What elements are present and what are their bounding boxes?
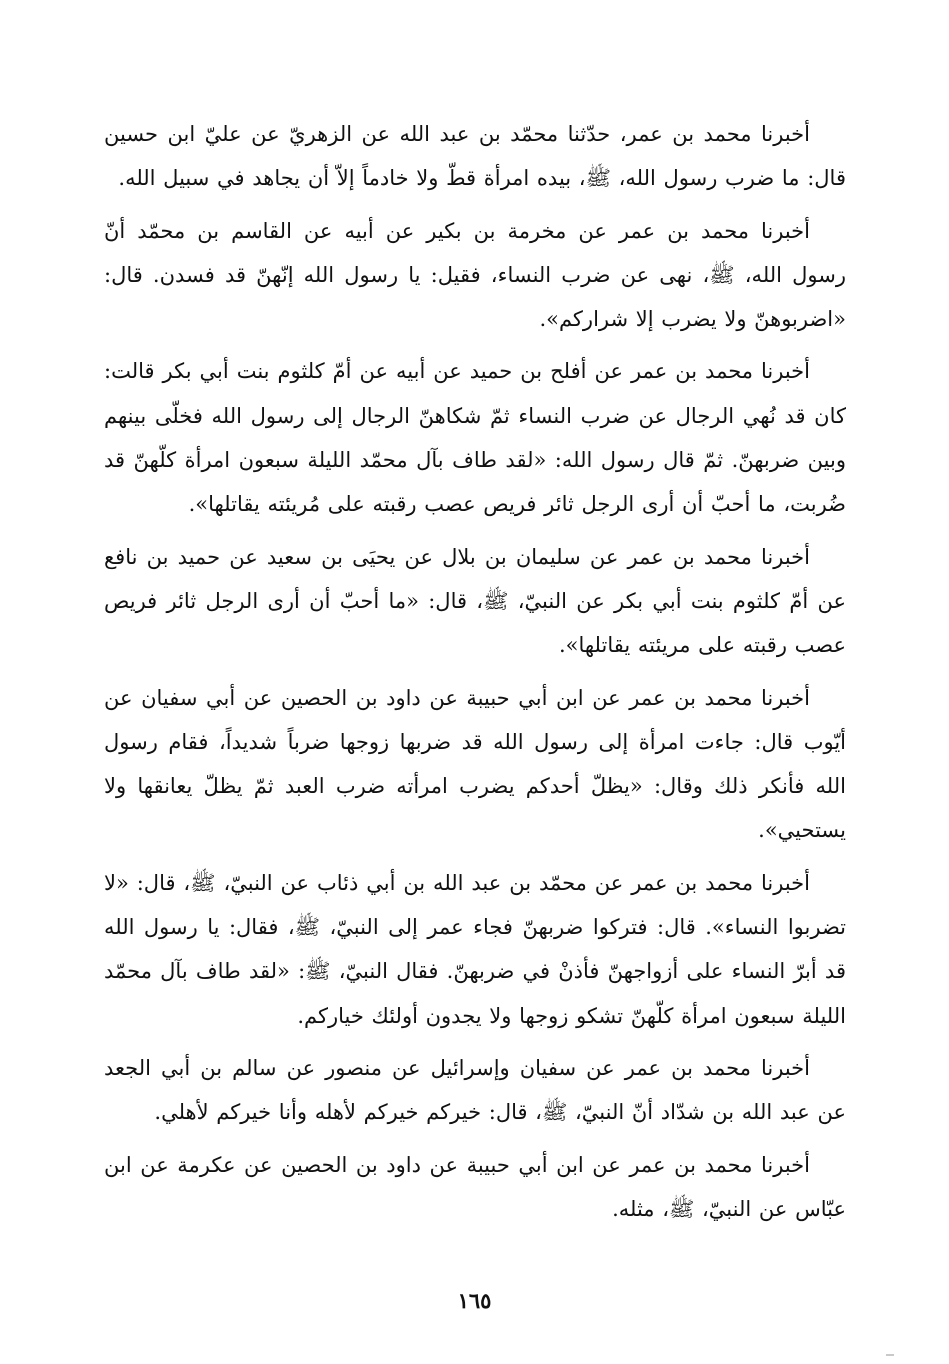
hadith-paragraph-3: أخبرنا محمد بن عمر عن أفلح بن حميد عن أبيه عن أمّ كلثوم بنت أبي بكر قالت: كان قد نُهي الرجال عن ضرب النساء ثمّ شكاهنّ الرجال إلى رسول الله فخلّى بينهم وبين ضربهنّ. ثمّ قال رسول الله: «لقد طاف بآل محمّد الليلة سبعون امرأة كلّهنّ قد ضُربت، ما أحبّ أن أرى الرجل ثائر فريص عصب رقبته على مُريئته يقاتلها». [104,359,846,517]
hadith-paragraph-8: أخبرنا محمد بن عمر عن ابن أبي حبيبة عن داود بن الحصين عن عكرمة عن ابن عبّاس عن النبيّ، ﷺ، مثله. [104,1152,846,1221]
page-number: ١٦٥ [457,1288,492,1313]
hadith-paragraph-2: أخبرنا محمد بن عمر عن مخرمة بن بكير عن أبيه عن القاسم بن محمّد أنّ رسول الله، ﷺ، نهى عن ضرب النساء، فقيل: يا رسول الله إنّهنّ قد فسدن. قال: «اضربوهنّ ولا يضرب إلا شراركم». [104,218,846,332]
hadith-paragraph-6: أخبرنا محمد بن عمر عن محمّد بن عبد الله بن أبي ذئاب عن النبيّ، ﷺ، قال: «لا تضربوا النساء». قال: فتركوا ضربهنّ فجاء عمر إلى النبيّ، ﷺ، فقال: يا رسول الله قد أبرّ النساء على أزواجهنّ فأذنْ في ضربهنّ. فقال النبيّ، ﷺ: «لقد طاف بآل محمّد الليلة سبعون امرأة كلّهنّ تشكو زوجها ولا يجدون أولئك خياركم. [104,870,846,1028]
hadith-paragraph-7: أخبرنا محمد بن عمر عن سفيان وإسرائيل عن منصور عن سالم بن أبي الجعد عن عبد الله بن شدّاد أنّ النبيّ، ﷺ، قال: خيركم خيركم لأهله وأنا خيركم لأهلي. [104,1055,846,1125]
hadith-paragraph-4: أخبرنا محمد بن عمر عن سليمان بن بلال عن يحيَى بن سعيد عن حميد بن نافع عن أمّ كلثوم بنت أبي بكر عن النبيّ، ﷺ، قال: «ما أحبّ أن أرى الرجل ثائر فريص عصب رقبته على مريئته يقاتلها». [104,544,846,658]
hadith-paragraph-5: أخبرنا محمد بن عمر عن ابن أبي حبيبة عن داود بن الحصين عن أبي سفيان عن أيّوب قال: جاءت امرأة إلى رسول الله قد ضربها زوجها ضرباً شديداً، فقام رسول الله فأنكر ذلك وقال: «يظلّ أحدكم يضرب امرأته ضرب العبد ثمّ يظلّ يعانقها ولا يستحيي». [104,685,846,843]
body-text [104,112,846,1239]
hadith-paragraph-1: أخبرنا محمد بن عمر، حدّثنا محمّد بن عبد الله عن الزهريّ عن عليّ ابن حسين قال: ما ضرب رسول الله، ﷺ، بيده امرأة قطّ ولا خادماً إلاّ أن يجاهد في سبيل الله. [104,122,846,191]
scan-edge-mark [886,1354,894,1356]
